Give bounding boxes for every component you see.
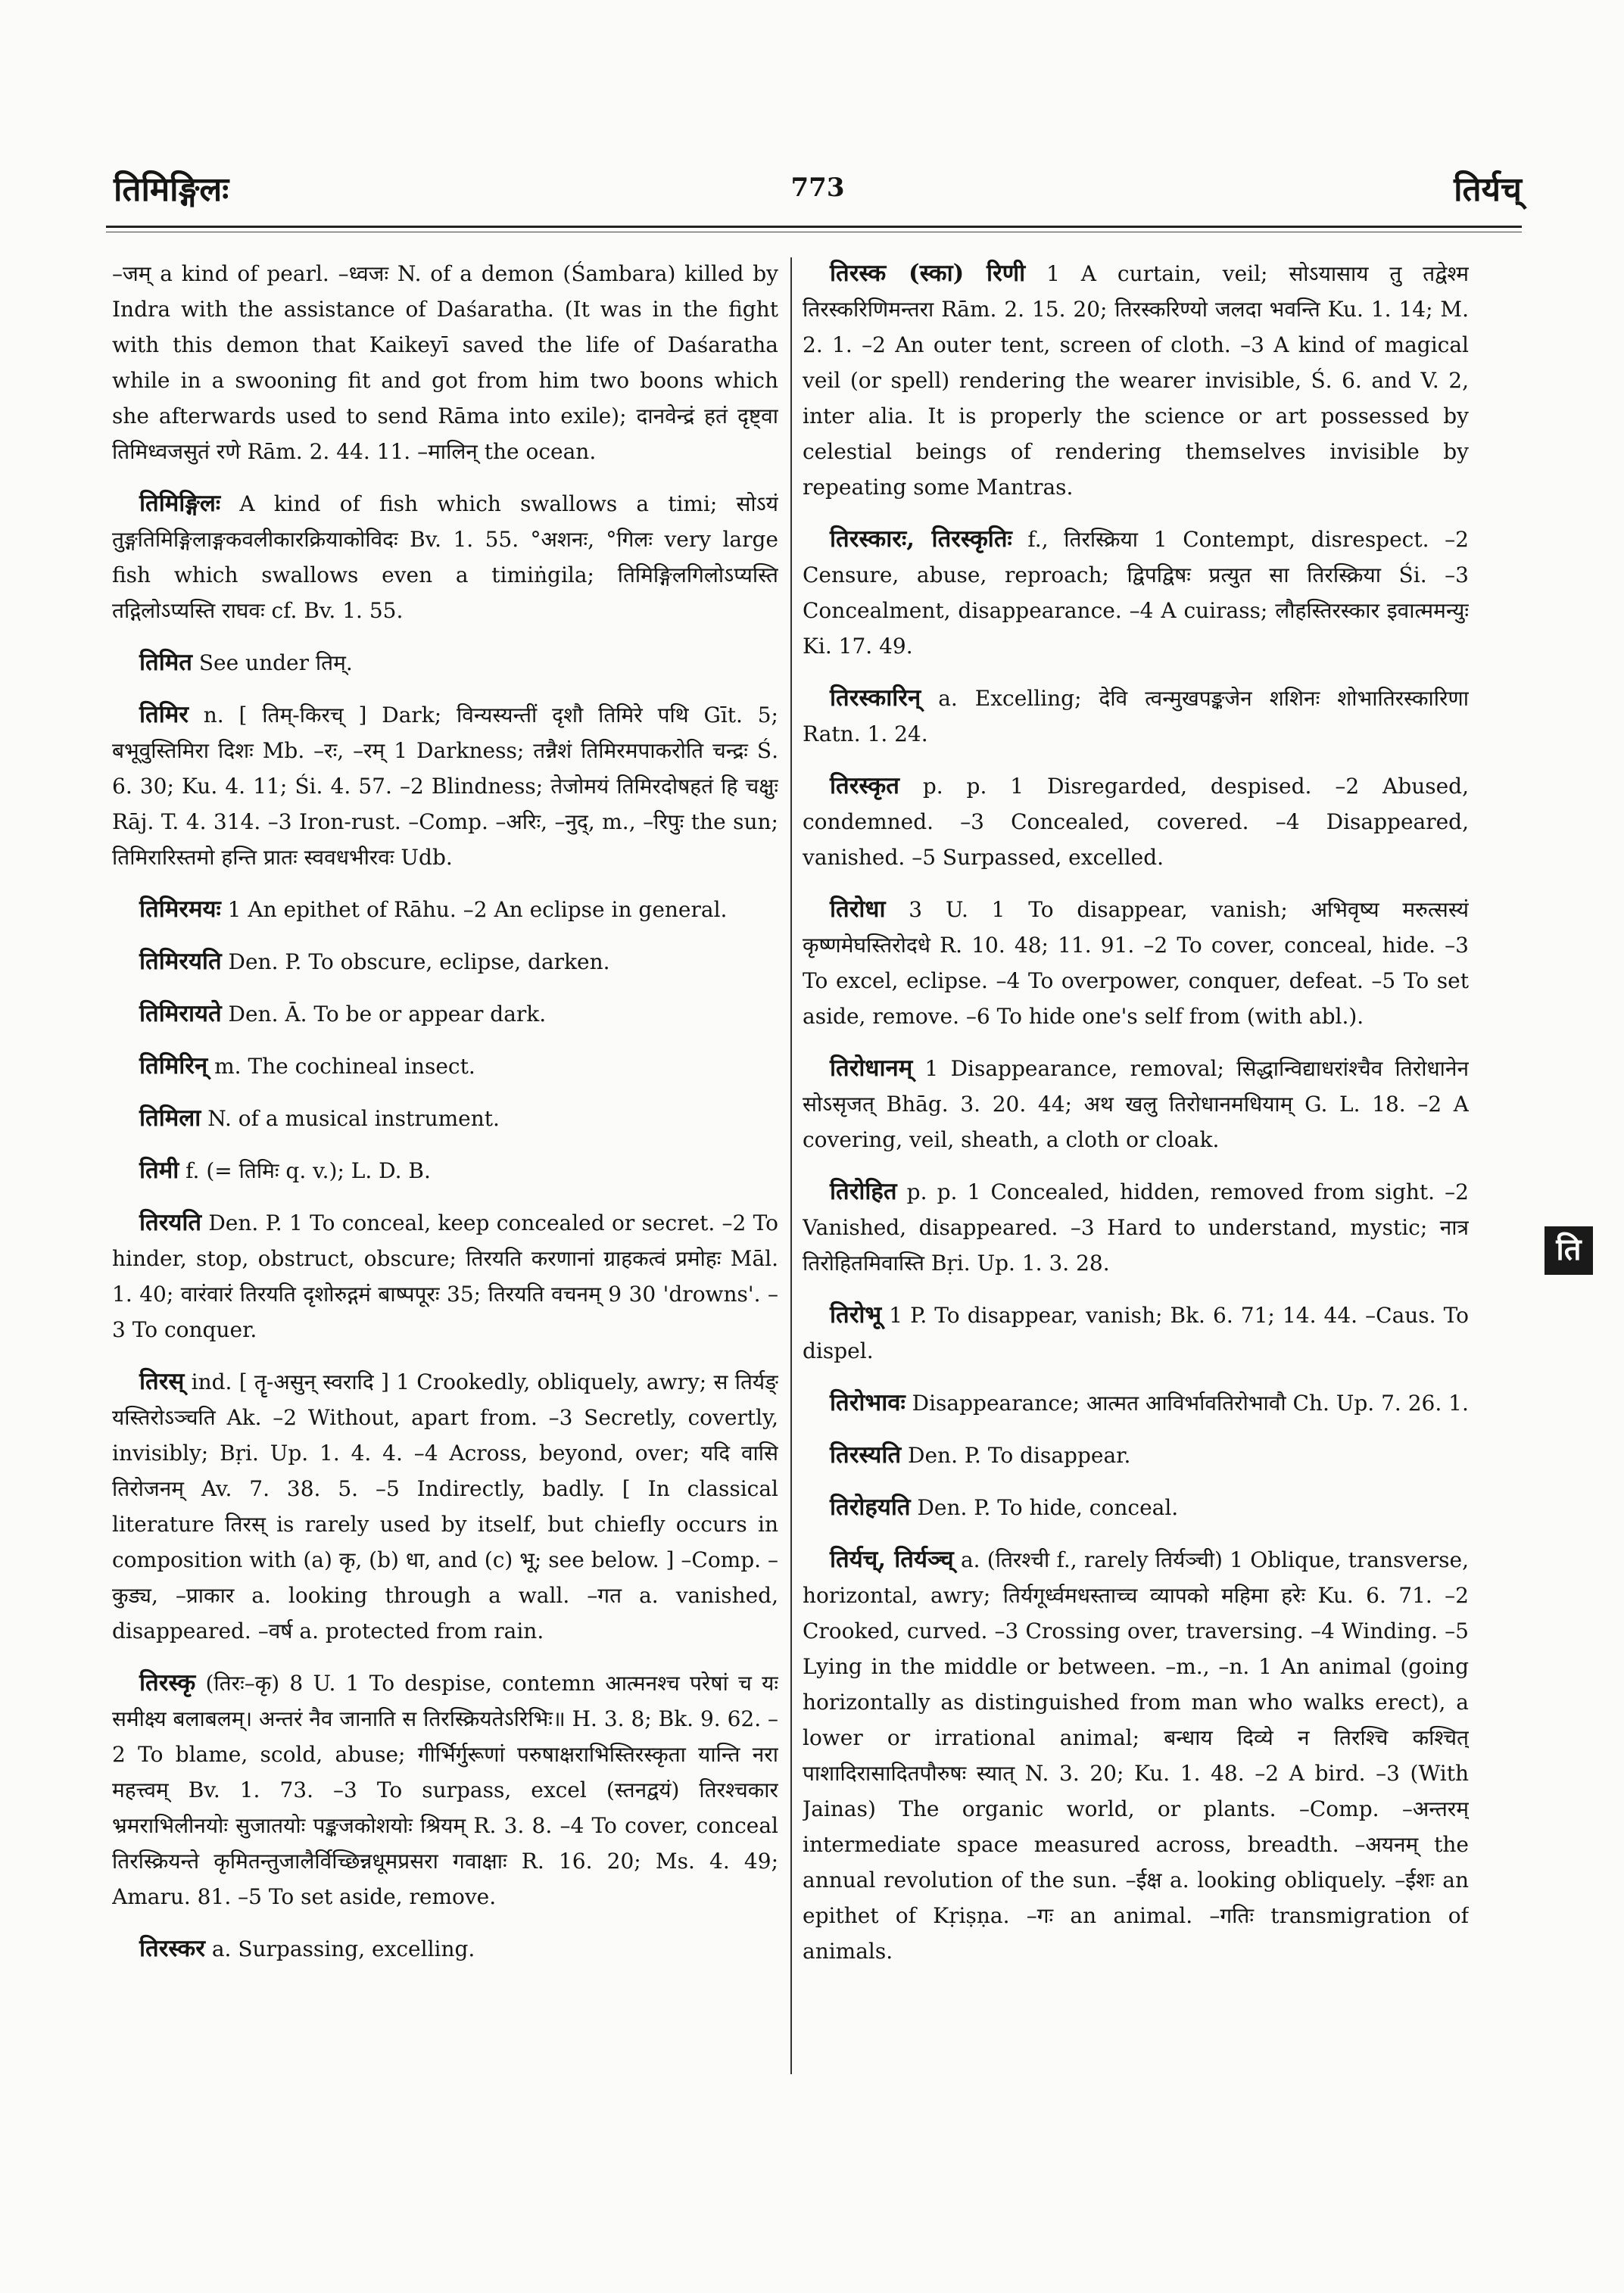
dictionary-entry <box>803 1490 1469 1525</box>
dictionary-entry <box>112 1205 778 1347</box>
entry-definition: Den. P. To disappear. <box>901 1443 1131 1468</box>
dictionary-entry <box>112 486 778 628</box>
header-rule-thick <box>106 226 1522 228</box>
entry-headword: तिरस् <box>139 1368 185 1395</box>
dictionary-entry <box>112 1364 778 1649</box>
entry-headword: तिमिरायते <box>139 1000 222 1027</box>
dictionary-entry <box>803 522 1469 664</box>
entry-definition: ind. [ तॄ-असुन् स्वरादि ] 1 Crookedly, obliquely, awry; स तिर्यङ् यस्तिरोऽञ्चति Ak. –2 Without, apart from. –3 Secretly, covertly, invisibly; Bṛi. Up. 1. 4. 4. –4 Across, beyond, over; यदि वासि तिरोजनम् Av. 7. 38. 5. –5 Indirectly, badly. [ In classical literature तिरस् is rarely used by itself, but chiefly occurs in composition with (a) कृ, (b) धा, and (c) भू; see below. ] –Comp. –कुड्य, –प्राकार a. looking through a wall. –गत a. vanished, disappeared. –वर्ष a. protected from rain. <box>112 1369 778 1643</box>
entry-headword: तिमित <box>139 649 192 676</box>
entry-headword: तिरस्यति <box>830 1441 902 1469</box>
entry-definition: n. [ तिम्-किरच् ] Dark; विन्यस्यन्तीं दृशौ तिमिरे पथि Gīt. 5; बभूवुस्तिमिरा दिशः Mb. –रः, –रम् 1 Darkness; तन्नैशं तिमिरमपाकरोति चन्द्रः Ś. 6. 30; Ku. 4. 11; Śi. 4. 57. –2 Blindness; तेजोमयं तिमिरदोषहतं हि चक्षुः Rāj. T. 4. 314. –3 Iron-rust. –Comp. –अरिः, –नुद्, m., –रिपुः the sun; तिमिरारिस्तमो हन्ति प्रातः स्ववधभीरवः Udb. <box>112 703 778 870</box>
entry-definition: Den. P. To hide, conceal. <box>910 1495 1179 1520</box>
entry-headword: तिरस्कारिन् <box>830 684 921 712</box>
dictionary-entry <box>112 697 778 875</box>
entry-headword: तिमिङ्गिलः <box>139 490 221 517</box>
entry-headword: तिमी <box>139 1157 179 1184</box>
entry-headword: तिरस्कर <box>139 1935 205 1962</box>
entry-definition: A kind of fish which swallows a timi; सोऽयं तुङ्गतिमिङ्गिलाङ्गकवलीकारक्रियाकोविदः Bv. 1. 55. °अशनः, °गिलः very large fish which swallows even a timiṅgila; तिमिङ्गिलगिलोऽप्यस्ति तद्गिलोऽप्यस्ति राघवः cf. Bv. 1. 55. <box>112 491 778 623</box>
dictionary-entry <box>803 1298 1469 1369</box>
right-column <box>803 256 1469 2194</box>
dictionary-entry <box>112 996 778 1032</box>
dictionary-entry <box>112 1101 778 1136</box>
right-running-headword: तिर्यच् <box>1454 170 1522 209</box>
entry-definition: 1 Disappearance, removal; सिद्धान्विद्याधरांश्चैव तिरोधानेन सोऽसृजत् Bhāg. 3. 20. 44; अथ खलु तिरोधानमधियाम् G. L. 18. –2 A covering, veil, sheath, a cloth or cloak. <box>803 1056 1469 1152</box>
dictionary-entry <box>112 1931 778 1967</box>
entry-definition: 1 A curtain, veil; सोऽयासाय तु तद्वेश्म तिरस्करिणिमन्तरा Rām. 2. 15. 20; तिरस्करिण्यो जलदा भवन्ति Ku. 1. 14; M. 2. 1. –2 An outer tent, screen of cloth. –3 A kind of magical veil (or spell) rendering the wearer invisible, Ś. 6. and V. 2, inter alia. It is properly the science or art possessed by celestial beings of rendering themselves invisible by repeating some Mantras. <box>803 261 1469 500</box>
entry-definition: See under तिम्. <box>192 650 353 675</box>
entry-definition: a. (तिरश्ची f., rarely तिर्यञ्ची) 1 Oblique, transverse, horizontal, awry; तिर्यगूर्ध्वमधस्ताच्च व्यापको महिमा हरेः Ku. 6. 71. –2 Crooked, curved. –3 Crossing over, traversing. –4 Winding. –5 Lying in the middle or between. –m., –n. 1 An animal (going horizontally as distinguished from man who walks erect), a lower or irrational animal; बन्धाय दिव्ये न तिरश्चि कश्चित् पाशादिरासादितपौरुषः स्यात् N. 3. 20; Ku. 1. 48. –2 A bird. –3 (With Jainas) The organic world, or plants. –Comp. –अन्तरम् intermediate space measured across, breadth. –अयनम् the annual revolution of the sun. –ईक्ष a. looking obliquely. –ईशः an epithet of Kṛiṣṇa. –गः an animal. –गतिः transmigration of animals. <box>803 1547 1469 1964</box>
entry-headword: तिरस्कृ <box>139 1669 196 1696</box>
entry-headword: तिरोधानम् <box>830 1055 913 1082</box>
entry-definition: –जम् a kind of pearl. –ध्वजः N. of a demon (Śambara) killed by Indra with the assistance of Daśaratha. (It was in the fight with this demon that Kaikeyī saved the life of Daśaratha while in a swooning fit and got from him two boons which she afterwards used to send Rāma into exile); दानवेन्द्रं हतं दृष्ट्वा तिमिध्वजसुतं रणे Rām. 2. 44. 11. –मालिन् the ocean. <box>112 261 778 464</box>
dictionary-entry <box>803 256 1469 505</box>
dictionary-entry <box>803 1051 1469 1157</box>
entry-headword: तिर्यच्, तिर्यञ्च् <box>830 1546 954 1573</box>
dictionary-entry <box>112 1048 778 1084</box>
dictionary-entry <box>112 944 778 980</box>
entry-definition: 1 P. To disappear, vanish; Bk. 6. 71; 14. 44. –Caus. To dispel. <box>803 1303 1469 1363</box>
dictionary-entry <box>803 768 1469 875</box>
entry-headword: तिरयति <box>139 1209 202 1236</box>
entry-headword: तिरोहित <box>830 1178 897 1205</box>
dictionary-entry <box>803 892 1469 1034</box>
entry-headword: तिमिरयति <box>139 948 222 975</box>
entry-definition: Disappearance; आत्मत आविर्भावतिरोभावौ Ch. Up. 7. 26. 1. <box>905 1391 1469 1416</box>
entry-headword: तिरस्क (स्का) रिणी <box>830 260 1026 287</box>
dictionary-entry <box>803 1174 1469 1281</box>
entry-definition: p. p. 1 Concealed, hidden, removed from sight. –2 Vanished, disappeared. –3 Hard to understand, mystic; नात्र तिरोहितमिवास्ति Bṛi. Up. 1. 3. 28. <box>803 1179 1469 1276</box>
entry-headword: तिमिला <box>139 1104 201 1132</box>
entry-definition: p. p. 1 Disregarded, despised. –2 Abused, condemned. –3 Concealed, covered. –4 Disappeared, vanished. –5 Surpassed, excelled. <box>803 774 1469 870</box>
entry-headword: तिरस्कृत <box>830 772 899 799</box>
dictionary-entry <box>112 1665 778 1914</box>
dictionary-entry <box>803 1385 1469 1421</box>
entry-definition: 1 An epithet of Rāhu. –2 An eclipse in general. <box>220 897 728 922</box>
entry-definition: 3 U. 1 To disappear, vanish; अभिवृष्य मरुत्सस्यं कृष्णमेघस्तिरोदधे R. 10. 48; 11. 91. –2 To cover, conceal, hide. –3 To excel, eclipse. –4 To overpower, conquer, defeat. –5 To set aside, remove. –6 To hide one's self from (with abl.). <box>803 897 1469 1029</box>
entry-definition: f. (= तिमिः q. v.); L. D. B. <box>179 1158 431 1183</box>
entry-headword: तिमिर <box>139 701 189 728</box>
entry-definition: (तिरः–कृ) 8 U. 1 To despise, contemn आत्मनश्च परेषां च यः समीक्ष्य बलाबलम्। अन्तरं नैव जानाति स तिरस्क्रियतेऽरिभिः॥ H. 3. 8; Bk. 9. 62. –2 To blame, scold, abuse; गीर्भिर्गुरूणां परुषाक्षराभिस्तिरस्कृता यान्ति नरा महत्त्वम् Bv. 1. 73. –3 To surpass, excel (स्तनद्वयं) तिरश्चकार भ्रमराभिलीनयोः सुजातयोः पङ्कजकोशयोः श्रियम् R. 3. 8. –4 To cover, conceal तिरस्क्रियन्ते कृमितन्तुजालैर्विच्छिन्नधूमप्रसरा गवाक्षाः R. 16. 20; Ms. 4. 49; Amaru. 81. –5 To set aside, remove. <box>112 1671 778 1909</box>
entry-definition: Den. P. To obscure, eclipse, darken. <box>221 949 610 974</box>
entry-headword: तिरोहयति <box>830 1494 911 1521</box>
dictionary-entry <box>112 892 778 927</box>
dictionary-entry <box>803 1438 1469 1473</box>
left-column <box>112 256 778 2194</box>
dictionary-entry <box>112 1153 778 1189</box>
dictionary-entry <box>803 681 1469 752</box>
entry-definition: f., तिरस्क्रिया 1 Contempt, disrespect. –2 Censure, abuse, reproach; द्विपद्विषः प्रत्युत सा तिरस्क्रिया Śi. –3 Concealment, disappearance. –4 A cuirass; लौहस्तिरस्कार इवात्ममन्युः Ki. 17. 49. <box>803 527 1469 659</box>
entry-definition: Den. P. 1 To conceal, keep concealed or secret. –2 To hinder, stop, obstruct, obscure; तिरयति करणानां ग्राहकत्वं प्रमोहः Māl. 1. 40; वारंवारं तिरयति दृशोरुद्गमं बाष्पपूरः 35; तिरयति वचनम् 9 30 'drowns'. –3 To conquer. <box>112 1210 778 1342</box>
page-header <box>114 165 1522 218</box>
dictionary-entry <box>112 645 778 681</box>
dictionary-entry <box>803 1542 1469 1969</box>
entry-definition: Den. Ā. To be or appear dark. <box>221 1002 547 1027</box>
entry-headword: तिरस्कारः, तिरस्कृतिः <box>830 525 1012 553</box>
entry-definition: N. of a musical instrument. <box>201 1106 500 1131</box>
dictionary-entry <box>112 256 778 469</box>
left-running-headword: तिमिङ्गिलः <box>114 170 229 209</box>
entry-definition: a. Excelling; देवि त्वन्मुखपङ्कजेन शशिनः शोभातिरस्कारिणा Ratn. 1. 24. <box>803 686 1469 746</box>
thumb-index-tab: ति <box>1545 1226 1593 1275</box>
entry-headword: तिरोभू <box>830 1301 882 1329</box>
entry-headword: तिरोधा <box>830 896 886 923</box>
entry-headword: तिमिरिन् <box>139 1052 208 1080</box>
entry-headword: तिमिरमयः <box>139 896 221 923</box>
entry-definition: a. Surpassing, excelling. <box>204 1936 475 1961</box>
page-number: 773 <box>790 173 845 203</box>
entry-headword: तिरोभावः <box>830 1389 906 1416</box>
column-divider <box>790 257 792 2074</box>
entry-definition: m. The cochineal insect. <box>207 1054 475 1079</box>
